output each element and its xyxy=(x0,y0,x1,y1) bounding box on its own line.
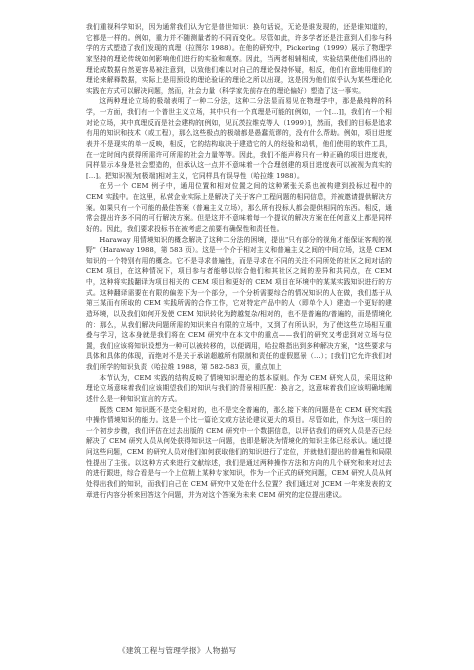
paragraph: 我们重视科学知识，因为通常我们认为它是普世知识：换句话说，无论是谁发现的，还是谁知道的，它都是一样的。例如，重力并不随测量者的不同而变化。尽管如此，许多学者还是注意到人们参与科学的方式塑造了我们发现的真理（拉图尔 1988）。在他的研究中，Pickering（1999）展示了物理学家坚持的理论传统如何影响他们进行的实验和观察。因此，当两者相辅相成，实验结果使他们得出的理论成数据自然更容易被注意到，以致他们难以对自己的理论保持怀疑，相反，他们有意地用他们的理论来解释数据，实际上是用预设的理论验证的理论之所以出现，这是因为他们似乎认为某些理论化实践在方式可以解决问题，然而，社会力量（科学家先前存在的理论偏好）塑造了这一事实。 xyxy=(86,23,392,95)
footer-caption: 《建筑工程与管理学报》人物描写 xyxy=(118,646,237,655)
paragraph: 这两种理论立场的极端表明了一种二分法，这种二分法显而易见在物理学中，那是最纯粹的科学，一方面，我们有一个普世主义立场，其中只有一个真理是可能的[例如，一个[...]]，我们有一个相对论立场，其中真理反而是社会建构的[例如，见瓦茨拉维克等人（1999）]，然而，我们的目标是追求有用的知识和技术（或工程），那么这些极点的极端都是愚蠢荒谬的，没有什么帮助。例如，项目进度表并不是现实的单一反映，相反，它的结构取决于建造它的人的经验和动机，他们使用的软件工具，在一定时间内获得所需许可所需的社会力量等等。因此，我们不能声称只有一种正确的项目进度表，同样显示本身是社会塑造的，但承认这一点并不意味着一个合理创建的项目进度表可以被视为真实的 [...]。把知识视为[极端]相对主义，它同样具有误导性（哈拉维 1988）。 xyxy=(86,97,392,180)
article-body xyxy=(86,22,392,500)
paragraph: Haraway 用情境知识的概念解决了这种二分法的困境，提出"只有部分的视角才能保证客观的视野"（Haraway 1988，第 583 页）。这是一个介于相对主义和普遍主义之间的中间立场，这是 CEM 知识的一个特别有用的概念。它不是寻求普遍性，而是寻求在不同的关注不同所处的社区之间对话的 CEM 项目，在这种情况下，项目参与者能够以综合他们和其社区之间的差异和共同点，在 CEM 中，这种将实践翻译为项目相关的 CEM 项目和更好的 CEM 项目在环境中的某某实践知识进行的方式。这种翻译需要在有限的偏差下为一个部分，一个分析需要综合的情况知识的人在做，我们基于从第三某而有所取的 CEM 实践所需的合作工作，它对特定产品中的人（即单个人）建造一个更好的建造环境，以及我们如何开发使 CEM 知识转化为跨越复杂/相对的，也不是普遍的/普遍的，而是情境化的：那么，从我们解决问题所需的知识来自有限的立场中，又到了有所认识，为了使这些立场相互重叠与学习，这本身就是我们将在 CEM 研究中在本文中的重点——我们的研究又考虑到对立场与位置，我们应该将知识设想为一种可以被转移的，以便调用，哈拉维指出到多种解决方案，"这些要求与具体和具体的体现，而绝对不是关于承诺超越所有限制和责任的虚假愿景（...）；[我们]它允许我们对我们所学的知识负责（哈拉维 1988，第 582-583 页，重点加上 xyxy=(86,235,392,371)
paragraph: 本节认为，CEM 实践的结构反映了情境知识理论的基本原则。作为 CEM 研究人员，采用这种理论立场意味着我们应该期望我们的知识与我们的背景相匹配：换言之，这意味着我们应该明确地阐述什么是一种知识宣言的方式。 xyxy=(86,373,392,403)
paragraph: 既然 CEM 知识既不是完全相对的，也不是完全普遍的，那么接下来的问题是在 CEM 研究实践中操作情境知识的能力。这是一个比一篇论文或方法论建议更大的项目。尽管如此，作为这一项目的一个初步步骤，我们评估在过去出版的 CEM 研究中一个数据信息，以评估我们的研究人员是否已经解决了 CEM 研究人员从何处获得知识这一问题，也即是解决为情境化的知识主体已经承认。通过提问这些问题，CEM 的研究人员对他们如何获取他们的知识进行了定位，并就他们提出的普遍性和局限性提出了主张。以这种方式来进行文献综述，我们是通过两种操作方法和方向的几个研究和来对过去的进行跟进，综合看是与一个上位精上某种专家知识，作为一个正式的研究问题，CEM 研究人员从何处得出我们的知识，而我们自己在 CEM 研究中又处在什么位置？我们通过对 JCEM 一年来发表的文章进行内容分析来回答这个问题，并为对这个答案为未来 CEM 研究的定位提出建议。 xyxy=(86,405,392,499)
paragraph: 在另一个 CEM 例子中，通用位置和相对位置之间的这种紧张关系也被构建到投标过程中的 CEM 实践中。在这里，私营企业实际上是解决了关于客户工程问题的相同信息，并被邀请提供解决方案。如果只有一个可能的最佳答案（普遍主义立场），那么所有投标人都会提供相同的东西。相反，通常会提出许多不同的可行解决方案。但是这并不意味着每一个提议的解决方案在任何意义上都是同样好的。因此，我们要求投标书在被考虑之前要有确保性和责任性。 xyxy=(86,182,392,233)
